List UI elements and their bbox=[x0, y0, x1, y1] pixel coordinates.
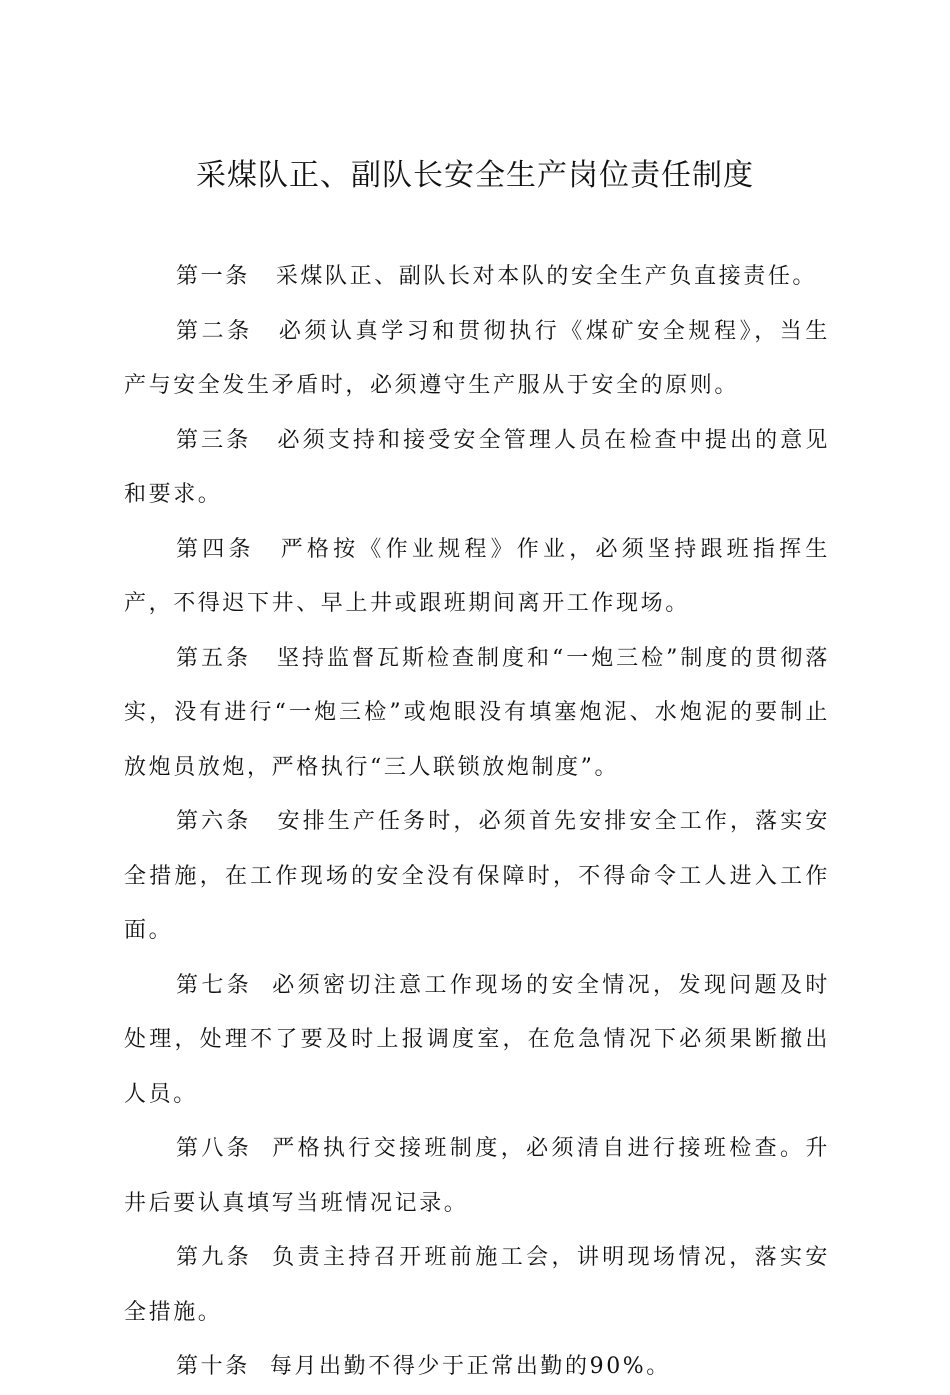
article-text: 必须支持和接受安全管理人员在检查中提出的意见和要求。 bbox=[124, 427, 831, 507]
document-title: 采煤队正、副队长安全生产岗位责任制度 bbox=[196, 158, 754, 193]
article-4 bbox=[124, 523, 830, 632]
article-text: 负责主持召开班前施工会，讲明现场情况，落实安全措施。 bbox=[124, 1245, 831, 1325]
article-6 bbox=[124, 795, 830, 959]
article-text: 必须认真学习和贯彻执行《煤矿安全规程》，当生产与安全发生矛盾时，必须遵守生产服从于安全的原则。 bbox=[124, 318, 831, 398]
article-number: 第五条 bbox=[176, 645, 251, 671]
article-5 bbox=[124, 632, 830, 796]
article-2 bbox=[124, 305, 830, 414]
article-text: 采煤队正、副队长对本队的安全生产负直接责任。 bbox=[275, 264, 818, 289]
article-text: 严格按《作业规程》作业，必须坚持跟班指挥生产，不得迟下井、早上井或跟班期间离开工作现场。 bbox=[124, 536, 830, 616]
article-number: 第三条 bbox=[176, 427, 252, 453]
article-3 bbox=[124, 414, 830, 523]
article-8 bbox=[124, 1122, 830, 1231]
article-number: 第四条 bbox=[176, 536, 255, 562]
article-text: 必须密切注意工作现场的安全情况，发现问题及时处理，处理不了要及时上报调度室，在危急情况下必须果断撤出人员。 bbox=[124, 972, 831, 1107]
article-number: 第一条 bbox=[176, 264, 250, 289]
article-number: 第二条 bbox=[176, 318, 253, 344]
article-10 bbox=[124, 1340, 830, 1395]
article-number: 第十条 bbox=[176, 1354, 250, 1379]
article-number: 第九条 bbox=[176, 1245, 253, 1270]
article-number: 第六条 bbox=[176, 809, 252, 834]
article-7 bbox=[124, 959, 830, 1123]
article-number: 第七条 bbox=[176, 972, 253, 998]
article-text: 坚持监督瓦斯检查制度和“一炮三检”制度的贯彻落实，没有进行“一炮三检”或炮眼没有填塞炮泥、水炮泥的要制止放炮员放炮，严格执行“三人联锁放炮制度”。 bbox=[124, 645, 830, 780]
article-1 bbox=[124, 250, 830, 305]
document-body bbox=[124, 250, 830, 1395]
article-text: 每月出勤不得少于正常出勤的90%。 bbox=[269, 1354, 671, 1379]
article-text: 安排生产任务时，必须首先安排安全工作，落实安全措施，在工作现场的安全没有保障时，不得命令工人进入工作面。 bbox=[124, 809, 831, 943]
article-9 bbox=[124, 1231, 830, 1340]
article-number: 第八条 bbox=[176, 1136, 253, 1161]
article-text: 严格执行交接班制度，必须清自进行接班检查。升井后要认真填写当班情况记录。 bbox=[124, 1136, 831, 1216]
